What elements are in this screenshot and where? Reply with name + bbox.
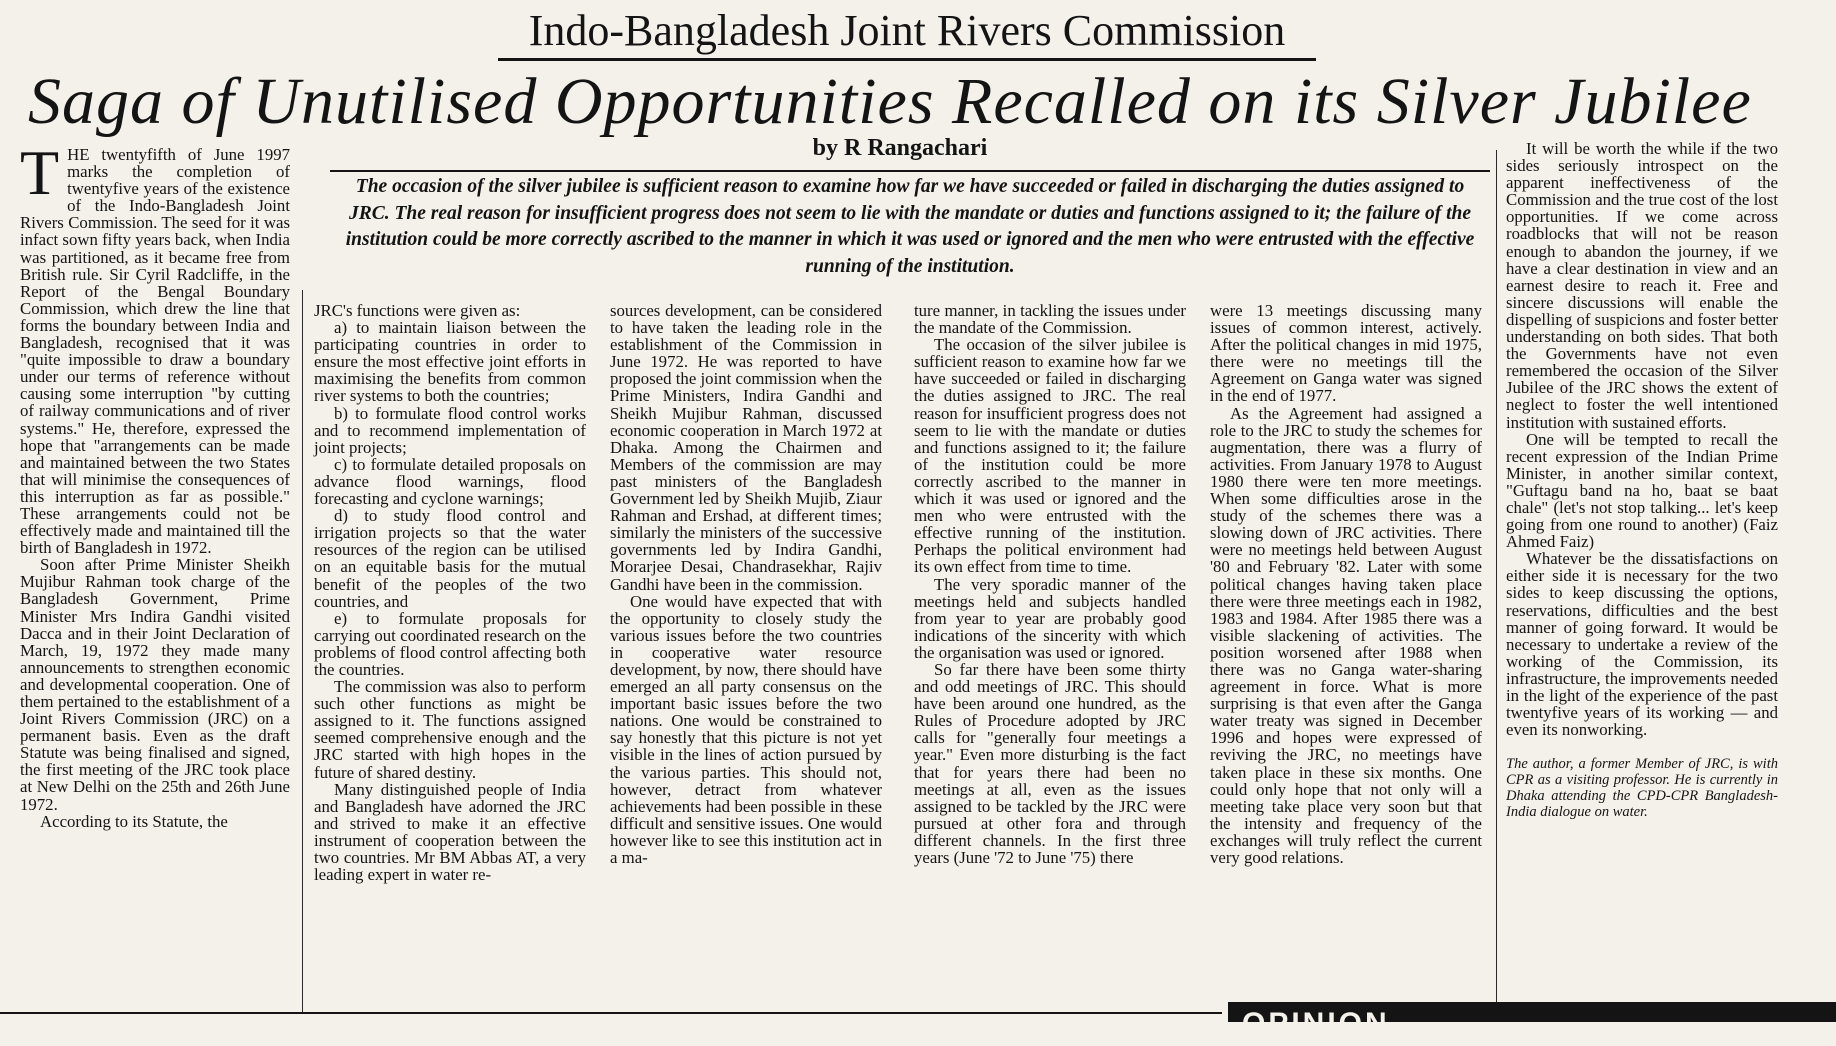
byline: by R Rangachari [812, 135, 988, 161]
bottom-rule [0, 1012, 1222, 1014]
paragraph: According to its Statute, the [40, 811, 228, 831]
paragraph: sources development, can be considered to have taken the leading role in the establishment of the Commission in June 1972. He was reported to have proposed the joint commission when the Prime Ministers, Indira Gandhi and Sheikh Mujibur Rahman, discussed economic cooperation in March 1972 at Dhaka. Among the Chairmen and Members of the commission are may past ministers of the Bangladesh Government led by Sheikh Mujib, Ziaur Rahman and Ershad, at different times; similarly the ministers of the successive governments led by Indira Gandhi, Morarjee Desai, Chandrasekhar, Rajiv Gandhi have been in the commission. [610, 301, 882, 594]
section-kicker: Indo-Bangladesh Joint Rivers Commission [498, 6, 1316, 61]
deck-summary: The occasion of the silver jubilee is sufficient reason to examine how far we have succeeded or failed in discharging the duties assigned to JRC. The real reason for insufficient progress does not seem to lie with the mandate or duties and functions assigned to it; the failure of the institution could be more correctly ascribed to the manner in which it was used or ignored and the men who were entrusted with the effective running of the institution. [345, 176, 1475, 277]
column-5 [1210, 302, 1482, 1016]
paragraph: The very sporadic manner of the meetings held and subjects handled from year to year are probably good indications of the sincerity with which the organisation was used or ignored. [914, 574, 1186, 662]
paragraph: HE twentyfifth of June 1997 marks the completion of twentyfive years of the existence of the Indo-Bangladesh Joint Rivers Commission. The seed for it was infact sown fifty years back, when India was partitioned, as it became free from British rule. Sir Cyril Radcliffe, in the Report of the Bengal Boundary Commission, which drew the line that forms the boundary between India and Bangladesh, recognised that it was "quite impossible to draw a boundary under our terms of reference without causing some interruption "by cutting of railway communications and of river systems." He, therefore, expressed the hope that "arrangements can be made and maintained between the two States that will minimise the consequences of this interruption as far as possible." These arrangements could not be effectively made and maintained till the birth of Bangladesh in 1972. [20, 145, 290, 558]
paragraph: As the Agreement had assigned a role to the JRC to study the schemes for augmentation, there was a flurry of activities. From January 1978 to August 1980 there were ten more meetings. When some difficulties arose in the study of the schemes there was a slowing down of JRC activities. There were no meetings held between August '80 and February '82. Later with some political changes having taken place there were three meetings each in 1982, 1983 and 1984. After 1985 there was a visible slackening of activities. The position worsened after 1988 when there was no Ganga water-sharing agreement in force. What is more surprising is that even after the Ganga water treaty was signed in December 1996 and hopes were expressed of reviving the JRC, no meetings have taken place in these six months. One could only hope that not only will a meeting take place very soon but that the intensity and frequency of the exchanges will truly reflect the current very good relations. [1210, 403, 1482, 867]
paragraph: ture manner, in tackling the issues under the mandate of the Commission. [914, 301, 1186, 338]
opinion-banner: OPINION [1228, 1002, 1836, 1022]
column-3 [610, 302, 882, 1016]
deck-rule [330, 170, 1490, 172]
paragraph: Whatever be the dissatisfactions on either side it is necessary for the two sides to keep discussing the options, reservations, difficulties and the best manner of going forward. It would be necessary to undertake a review of the working of the Commission, its infrastructure, the improvements needed in the light of the experience of the past twentyfive years of its working — and even its nonworking. [1506, 549, 1778, 740]
list-item: b) to formulate flood control works and to recommend implementation of joint projects; [314, 403, 586, 457]
drop-cap: T [20, 137, 60, 208]
paragraph: were 13 meetings discussing many issues of common interest, actively. After the political changes in mid 1975, there were no meetings till the Agreement on Ganga water was signed in the end of 1977. [1210, 301, 1482, 406]
paragraph: One would have expected that with the opportunity to closely study the various issues before the two countries in cooperative water resource development, by now, there should have emerged an all party consensus on the important basic issues before the two nations. One would be constrained to say honestly that this picture is not yet visible in the lines of action pursued by the various parties. This should not, however, detract from whatever achievements had been possible in these difficult and sensitive issues. One would however like to see this institution act in a ma- [610, 591, 882, 867]
paragraph: The commission was also to perform such other functions as might be assigned to it. The functions assigned seemed comprehensive enough and the JRC started with high hopes in the future of shared destiny. [314, 677, 586, 782]
column-rule [302, 290, 303, 1012]
paragraph: The occasion of the silver jubilee is sufficient reason to examine how far we have succeeded or failed in discharging the duties assigned to JRC. The real reason for insufficient progress does not seem to lie with the mandate or duties and functions assigned to it; the failure of the institution could be more correctly ascribed to the manner in which it was used or ignored and the men who were entrusted with the effective running of the institution. Perhaps the political environment had its own effect from time to time. [914, 335, 1186, 577]
paragraph: So far there have been some thirty and odd meetings of JRC. This should have been around one hundred, as the Rules of Procedure adopted by JRC calls for "generally four meetings a year." Even more disturbing is the fact that for years there had been no meetings at all, even as the issues assigned to be tackled by the JRC were pursued at other fora and through different channels. In the first three years (June '72 to June '75) there [914, 659, 1186, 867]
paragraph: One will be tempted to recall the recent expression of the Indian Prime Minister, in another similar context, "Guftagu band na ho, baat se baat chale" (let's not stop talking... let's keep going from one round to another) (Faiz Ahmed Faiz) [1506, 429, 1778, 552]
headline: Saga of Unutilised Opportunities Recalled on its Silver Jubilee [28, 65, 1752, 138]
list-item: c) to formulate detailed proposals on advance flood warnings, flood forecasting and cyclone warnings; [314, 454, 586, 509]
author-note: The author, a former Member of JRC, is with CPR as a visiting professor. He is currently in Dhaka attending the CPD-CPR Bangladesh-India dialogue on water. [1506, 756, 1778, 821]
list-item: a) to maintain liaison between the participating countries in order to ensure the most effective joint efforts in maximising the benefits from common river systems to both the countries; [314, 318, 586, 406]
column-4 [914, 302, 1186, 1016]
column-rule [1496, 150, 1497, 1005]
paragraph: It will be worth the while if the two sides seriously introspect on the apparent ineffectiveness of the Commission and the true cost of the lost opportunities. If we come across roadblocks that will not be reason enough to abandon the journey, if we have a clear destination in view and an earnest desire to reach it. Free and sincere discussions will enable the dispelling of suspicions and foster better understanding on both sides. That both the Governments have not even remembered the occasion of the Silver Jubilee of the JRC shows the extent of neglect to foster the well intentioned institution with sustained efforts. [1506, 139, 1778, 432]
column-6 [1506, 140, 1778, 1002]
column-2 [314, 302, 586, 1016]
list-item: d) to study flood control and irrigation projects so that the water resources of the region can be utilised on an equitable basis for the mutual benefit of the peoples of the two countries, and [314, 506, 586, 611]
list-item: e) to formulate proposals for carrying out coordinated research on the problems of flood control affecting both the countries. [314, 608, 586, 679]
paragraph: JRC's functions were given as: [314, 301, 521, 320]
column-1 [20, 137, 290, 1016]
paragraph: Soon after Prime Minister Sheikh Mujibur Rahman took charge of the Bangladesh Government, Prime Minister Mrs Indira Gandhi visited Dacca and in their Joint Declaration of March, 19, 1972 they made many announcements to strengthen economic and developmental cooperation. One of them pertained to the establishment of a Joint Rivers Commission (JRC) on a permanent basis. Even as the draft Statute was being finalised and signed, the first meeting of the JRC took place at New Delhi on the 25th and 26th June 1972. [20, 555, 290, 814]
paragraph: Many distinguished people of India and Bangladesh have adorned the JRC and strived to make it an effective instrument of cooperation between the two countries. Mr BM Abbas AT, a very leading expert in water re- [314, 779, 586, 885]
